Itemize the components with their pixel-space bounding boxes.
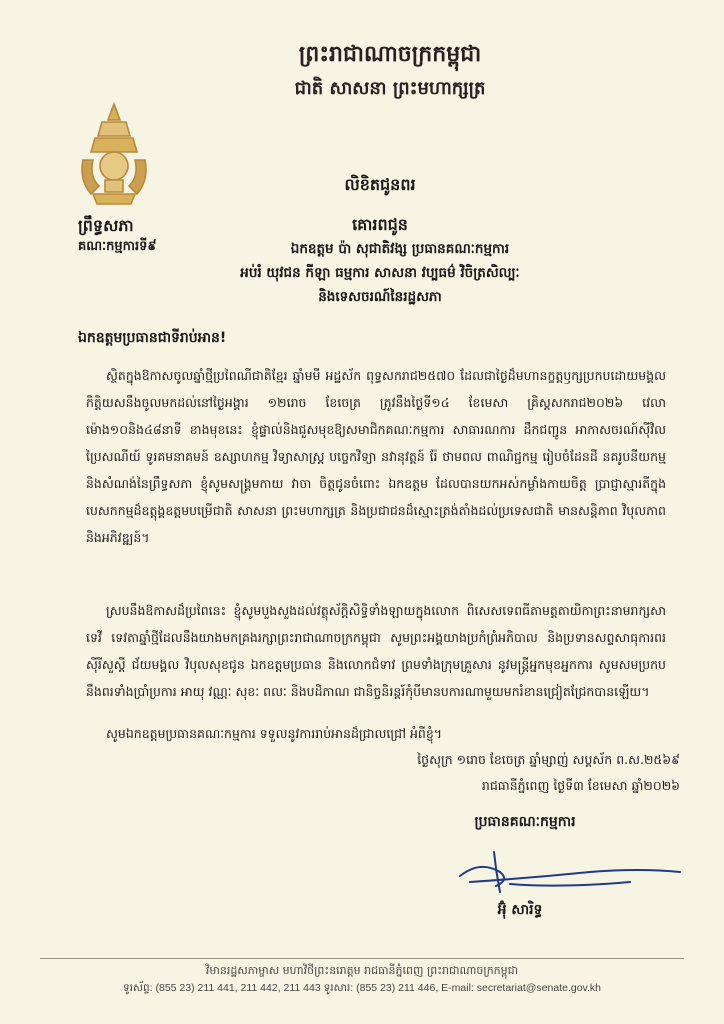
footer-contact: ទូរស័ព្ទ: (855 23) 211 441, 211 442, 211 443 ទូរសារ: (855 23) 211 446, E-mail: secretariat@senate.gov.kh <box>122 982 602 994</box>
closing-paragraph: សូមឯកឧត្តមប្រធានគណៈកម្មការ ទទួលនូវការរាប់អានដ៏ជ្រាលជ្រៅ អំពីខ្ញុំ។ <box>106 726 443 741</box>
sender-committee: គណៈកម្មការទី៩ <box>78 239 157 254</box>
salutation: ឯកឧត្តមប្រធានជាទីរាប់អាន! <box>78 330 227 346</box>
recipient-line-3: និងទេសចរណ៍នៃរដ្ឋសភា <box>318 289 442 305</box>
document-title: លិខិតជូនពរ <box>344 175 416 194</box>
addressed-to-label: គោរពជូន <box>352 215 408 234</box>
body-paragraph-1: ស្ថិតក្នុងឱកាសចូលឆ្នាំថ្មីប្រពៃណីជាតិខ្មែរ ឆ្នាំមមី អដ្ឋស័ក ពុទ្ធសករាជ២៥៧០ ដែលជាថ្ងៃដ៏មហានក្ខត្តឫក្សប្រកបដោយមង្គលកិត្តិយសនឹងចូលមកដល់នៅថ្ងៃអង្គារ ១២រោច ខែចេត្រ ត្រូវនឹងថ្ងៃទី១៤ ខែមេសា គ្រិស្តសករាជ២០២៦ វេលាម៉ោង១០និង៤៨នាទី ខាងមុខនេះ ខ្ញុំផ្ទាល់និងជួសមុខឱ្យសមាជិកគណៈកម្មការ សាធារណការ ដឹកជញ្ជូន អាកាសចរណ៍ស៊ីវិល ប្រៃសណីយ៍ ទូរគមនាគមន៍ ឧស្សាហកម្ម វិទ្យាសាស្ត្រ បច្ចេកវិទ្យា នវានុវត្តន៍ រ៉ែ ថាមពល ពាណិជ្ជកម្ម រៀបចំដែនដី នគរូបនីយកម្ម និងសំណង់នៃព្រឹទ្ធសភា ខ្ញុំសូមសង្រ្គមកាយ វាចា ចិត្តជូនចំពោះ ឯកឧត្តម ដែលបានយកអស់កម្លាំងកាយចិត្ត ប្រាជ្ញាស្មារតីក្នុងបេសកកម្មដ៏ឧត្តុង្គឧត្តមបម្រើជាតិ សាសនា ព្រះមហាក្សត្រ និងប្រជាជនដ៏ស្មោះត្រង់តាំងដល់ប្រទេសជាតិ មានសន្តិភាព វិបុលភាព និងអភិវឌ្ឍន៍។ <box>86 368 666 545</box>
senate-emblem-icon <box>75 100 153 208</box>
kingdom-header: ព្រះរាជាណាចក្រកម្ពុជា <box>298 41 482 67</box>
sender-organization: ព្រឹទ្ធសភា <box>78 216 134 235</box>
signatory-name: អ៊ុំ សារិទ្ធ <box>497 902 543 918</box>
footer-address: វិមានរដ្ឋសភាម្ចាស មហាវិថីព្រះនរោត្តម រាជធានីភ្នំពេញ ព្រះរាជាណាចក្រកម្ពុជា <box>205 964 519 977</box>
recipient-line-2: អប់រំ យុវជន កីឡា ធម្មការ សាសនា វប្បធម៌ វិចិត្រសិល្បៈ <box>240 265 520 281</box>
signatory-title: ប្រធានគណៈកម្មការ <box>474 814 576 830</box>
solar-date: រាជធានីភ្នំពេញ ថ្ងៃទី៣ ខែមេសា ឆ្នាំ២០២៦ <box>481 778 680 793</box>
footer-divider <box>40 958 684 959</box>
motto-header: ជាតិ សាសនា ព្រះមហាក្សត្រ <box>294 78 486 99</box>
lunar-date: ថ្ងៃសុក្រ ១រោច ខែចេត្រ ឆ្នាំម្សាញ់ សប្តស័ក ព.ស.២៥៦៩ <box>417 752 680 767</box>
recipient-line-1: ឯកឧត្តម ប៉ា សុជាតិវង្ស ប្រធានគណៈកម្មការ <box>290 241 510 257</box>
body-paragraph-2: ស្របនឹងឱកាសដ៏ប្រពៃនេះ ខ្ញុំសូមបួងសួងដល់វត្ថុស័ក្តិសិទ្ធិទាំងឡាយក្នុងលោក ពិសេសទេពធីតាមត្តតាយិកាព្រះនាមរាក្សសាទេវី ទេវតាឆ្នាំថ្មីដែលនឹងយាងមកគ្រងរក្សាព្រះរាជាណាចក្រកម្ពុជា សូមព្រះអង្គយាងប្រកំព្រំអភិបាល និងប្រទានសព្ទសាធុការពរ ស៊ីរីសួស្តី ជ័យមង្គល វិបុលសុខជូន ឯកឧត្តមប្រធាន និងលោកជំទាវ ព្រមទាំងក្រុមគ្រួសារ នូវមន្រ្តីអ្នកមុខអ្នកការ សូមសមប្រកបនឹងពរទាំងប្រាំប្រការ អាយុ វណ្ណៈ សុខៈ ពលៈ និងបដិភាណ ជានិច្ចនិរន្តរ៍កុំបីមានបការណាមួយមករំខានជ្រៀតជ្រែកបានឡើយ។ <box>86 603 666 699</box>
handwritten-signature <box>410 842 690 902</box>
